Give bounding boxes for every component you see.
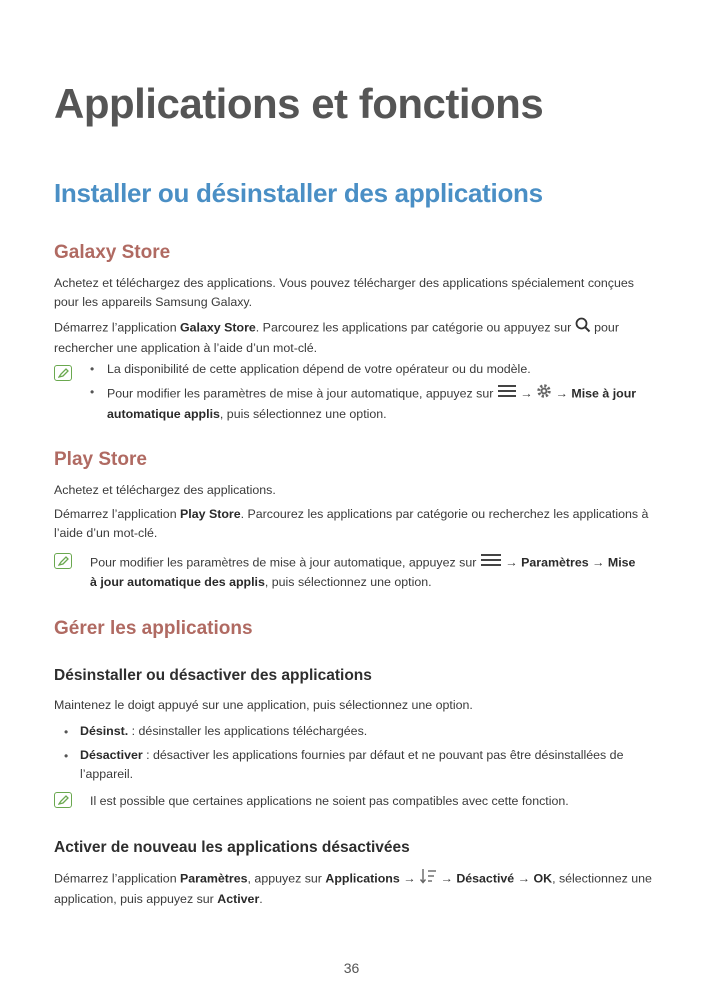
manage-paragraph-1: Maintenez le doigt appuyé sur une application, puis sélectionnez une option.	[54, 698, 473, 712]
bullet: •	[90, 385, 95, 399]
section-title: Installer ou désinstaller des applications	[54, 178, 543, 208]
galaxy-note-2: Pour modifier les paramètres de mise à jour automatique, appuyez sur → → Mise à jour automatique applis, puis sélectionnez une option.	[107, 383, 647, 424]
reactivate-subheading: Activer de nouveau les applications désactivées	[54, 839, 410, 856]
bullet: •	[90, 362, 95, 376]
note-icon	[54, 792, 72, 808]
note-icon	[54, 365, 72, 381]
disable-bullet: Désactiver : désactiver les applications fournies par défaut et ne pouvant pas être désinstallées de l’appareil.	[80, 748, 624, 781]
manage-heading: Gérer les applications	[54, 618, 253, 639]
play-store-heading: Play Store	[54, 449, 147, 470]
galaxy-note-1: La disponibilité de cette application dépend de votre opérateur ou du modèle.	[107, 362, 531, 376]
bullet: •	[64, 725, 69, 739]
menu-icon	[480, 553, 502, 573]
search-icon	[575, 317, 591, 339]
note-icon	[54, 553, 72, 569]
galaxy-paragraph-2: Démarrez l’application Galaxy Store. Parcourez les applications par catégorie ou appuyez sur pour rechercher une application à l’aide d’un mot-clé.	[54, 317, 654, 358]
page-title: Applications et fonctions	[54, 80, 544, 127]
sort-icon	[419, 868, 437, 890]
uninstall-bullet: Désinst. : désinstaller les applications téléchargées.	[80, 724, 368, 738]
play-note: Pour modifier les paramètres de mise à jour automatique, appuyez sur → Paramètres → Mise à jour automatique des applis, puis sélectionnez une option.	[90, 553, 645, 592]
galaxy-store-heading: Galaxy Store	[54, 242, 171, 263]
manage-note: Il est possible que certaines applications ne soient pas compatibles avec cette fonction.	[90, 794, 569, 808]
page-number: 36	[343, 960, 360, 976]
gear-icon	[536, 383, 552, 405]
play-paragraph-2: Démarrez l’application Play Store. Parcourez les applications par catégorie ou recherchez les applications à l’aide d’un mot-clé.	[54, 507, 649, 540]
play-paragraph-1: Achetez et téléchargez des applications.	[54, 483, 276, 497]
manage-paragraph-2: Démarrez l’application Paramètres, appuyez sur Applications → → Désactivé → OK, sélectionnez une application, puis appuyez sur Activer.	[54, 868, 654, 909]
galaxy-paragraph-1: Achetez et téléchargez des applications. Vous pouvez télécharger des applications spécialement conçues pour les appareils Samsung Galaxy.	[54, 276, 634, 309]
bullet: •	[64, 749, 69, 763]
menu-icon	[497, 384, 517, 404]
uninstall-subheading: Désinstaller ou désactiver des applications	[54, 667, 372, 684]
